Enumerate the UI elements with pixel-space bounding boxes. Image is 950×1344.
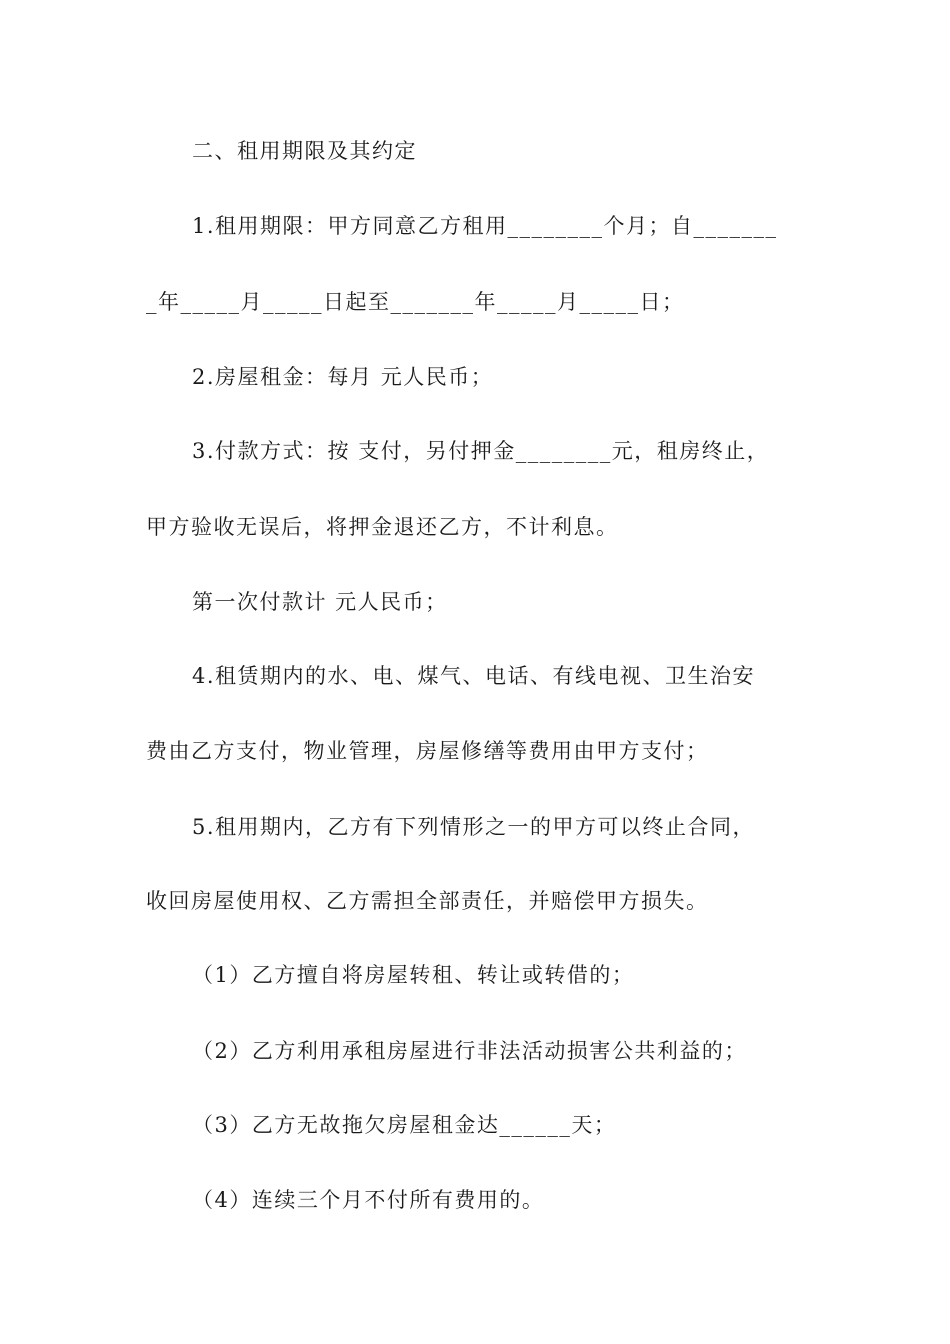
list-item: （3）乙方无故拖欠房屋租金达______天； — [192, 1113, 617, 1137]
paragraph-line: 收回房屋使用权、乙方需担全部责任，并赔偿甲方损失。 — [146, 889, 709, 913]
paragraph-line: 1.租用期限：甲方同意乙方租用________个月；自_______ — [192, 214, 778, 238]
paragraph-line: 甲方验收无误后，将押金退还乙方，不计利息。 — [146, 515, 619, 539]
paragraph-line: _年_____月_____日起至_______年_____月_____日； — [146, 290, 685, 314]
paragraph-line: 费由乙方支付，物业管理，房屋修缮等费用由甲方支付； — [146, 739, 709, 763]
list-item: （2）乙方利用承租房屋进行非法活动损害公共利益的； — [192, 1039, 747, 1063]
list-item: （1）乙方擅自将房屋转租、转让或转借的； — [192, 963, 635, 987]
list-item: （4）连续三个月不付所有费用的。 — [192, 1188, 545, 1212]
paragraph-line: 4.租赁期内的水、电、煤气、电话、有线电视、卫生治安 — [192, 664, 756, 688]
paragraph-line: 3.付款方式：按 支付，另付押金________元，租房终止， — [192, 439, 770, 463]
paragraph-line: 第一次付款计 元人民币； — [192, 590, 448, 614]
paragraph-line: 2.房屋租金：每月 元人民币； — [192, 365, 494, 389]
paragraph-line: 5.租用期内，乙方有下列情形之一的甲方可以终止合同， — [192, 815, 756, 839]
section-heading: 二、租用期限及其约定 — [192, 139, 417, 163]
